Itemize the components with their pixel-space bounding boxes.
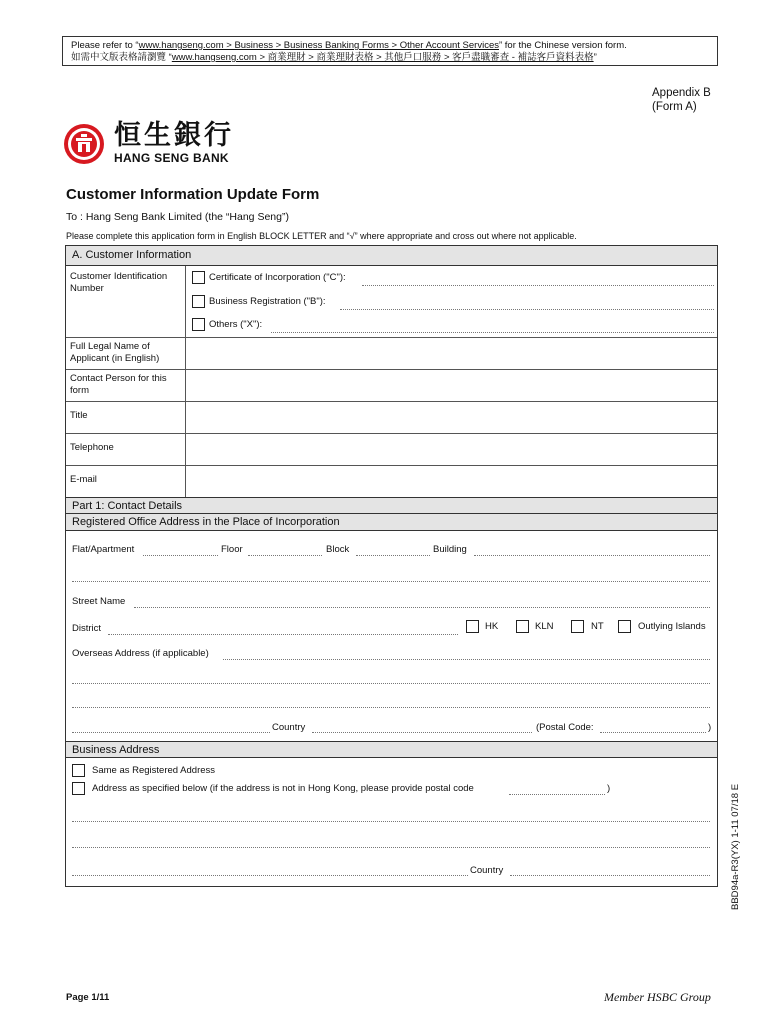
checkbox-others[interactable] xyxy=(192,318,205,331)
notice-line-chinese xyxy=(71,52,709,64)
logo-emblem-icon xyxy=(64,124,104,164)
customer-id-label: Customer Identification Number xyxy=(70,271,168,294)
overseas-address-line-4[interactable] xyxy=(72,732,270,733)
part-1-title: Part 1: Contact Details xyxy=(72,500,183,512)
business-registration-number-field[interactable] xyxy=(340,309,714,310)
contact-person-label: Contact Person for this form xyxy=(70,373,167,396)
business-address-title: Business Address xyxy=(72,744,160,756)
street-name-label: Street Name xyxy=(72,596,126,607)
contact-person-field[interactable] xyxy=(186,370,717,400)
bank-name-chinese: 恒生銀行 xyxy=(114,120,234,151)
district-kln-label: KLN xyxy=(535,621,554,632)
email-field[interactable] xyxy=(186,466,717,498)
district-hk-label: HK xyxy=(485,621,499,632)
hang-seng-logo-icon xyxy=(64,124,104,164)
district-label: District xyxy=(72,623,102,634)
option-others-label: Others ("X"): xyxy=(209,319,263,330)
building-field[interactable] xyxy=(474,555,710,556)
business-postal-code-field[interactable] xyxy=(509,794,605,795)
member-hsbc-group: Member HSBC Group xyxy=(604,990,711,1004)
section-a-header xyxy=(66,246,717,266)
postal-code-close: ) xyxy=(708,722,712,733)
full-legal-name-field[interactable] xyxy=(186,338,717,368)
telephone-label: Telephone xyxy=(70,442,114,453)
business-country-field[interactable] xyxy=(510,875,710,876)
floor-field[interactable] xyxy=(248,555,322,556)
registered-address-header xyxy=(66,514,717,531)
title-label: Title xyxy=(70,410,88,421)
district-nt-label: NT xyxy=(591,621,604,632)
notice-link-chinese[interactable]: www.hangseng.com > 商業理財 > 商業理財表格 > 其他戶口服務 > 客戶盡職審查 - 補誌客戶資料表格 xyxy=(171,52,594,63)
district-outlying-islands-label: Outlying Islands xyxy=(638,621,706,632)
form-title: Customer Information Update Form xyxy=(66,186,320,203)
email-label: E-mail xyxy=(70,474,97,485)
business-address-line-1[interactable] xyxy=(72,821,710,822)
checkbox-certificate-of-incorporation[interactable] xyxy=(192,271,205,284)
block-field[interactable] xyxy=(356,555,430,556)
business-address-line-2[interactable] xyxy=(72,847,710,848)
checkbox-district-outlying-islands[interactable] xyxy=(618,620,631,633)
district-field[interactable] xyxy=(108,634,458,635)
appendix-label xyxy=(652,86,711,114)
business-address-line-3[interactable] xyxy=(72,875,468,876)
bank-name-english: HANG SENG BANK xyxy=(114,151,229,165)
section-a-title: A. Customer Information xyxy=(72,249,192,261)
business-address-header xyxy=(66,741,717,758)
checkbox-district-nt[interactable] xyxy=(571,620,584,633)
flat-label: Flat/Apartment xyxy=(72,544,135,555)
certificate-number-field[interactable] xyxy=(362,285,714,286)
building-label: Building xyxy=(433,544,467,555)
overseas-address-field[interactable] xyxy=(223,659,710,660)
form-reference-code: BBD94a-R3(YX) 1-11 07/18 E xyxy=(730,783,741,910)
overseas-address-label: Overseas Address (if applicable) xyxy=(72,648,209,659)
checkbox-business-registration[interactable] xyxy=(192,295,205,308)
form-frame xyxy=(65,245,718,887)
option-business-registration-label: Business Registration ("B"): xyxy=(209,296,326,307)
notice-text: ” for the Chinese version form. xyxy=(498,40,627,51)
address-specified-label: Address as specified below (if the address is not in Hong Kong, please provide postal code xyxy=(92,783,474,794)
block-label: Block xyxy=(326,544,350,555)
title-field[interactable] xyxy=(186,402,717,432)
addressee-line: To : Hang Seng Bank Limited (the “Hang Seng”) xyxy=(66,211,289,223)
option-certificate-label: Certificate of Incorporation ("C"): xyxy=(209,272,346,283)
appendix-line: Appendix B xyxy=(652,87,711,99)
checkbox-address-specified[interactable] xyxy=(72,782,85,795)
street-name-field[interactable] xyxy=(134,607,710,608)
notice-text: ” xyxy=(593,52,597,63)
chinese-version-notice xyxy=(62,36,718,66)
completion-instruction: Please complete this application form in English BLOCK LETTER and “√” where appropriate and cross out where not applicable. xyxy=(66,231,577,241)
postal-code-field[interactable] xyxy=(600,732,706,733)
notice-text: Please refer to “ xyxy=(71,40,139,51)
notice-link-english[interactable]: www.hangseng.com > Business > Business Banking Forms > Other Account Services xyxy=(138,40,499,51)
page-number: Page 1/11 xyxy=(66,992,110,1003)
checkbox-same-as-registered[interactable] xyxy=(72,764,85,777)
flat-field[interactable] xyxy=(143,555,218,556)
country-field[interactable] xyxy=(312,732,532,733)
checkbox-district-hk[interactable] xyxy=(466,620,479,633)
registered-address-title: Registered Office Address in the Place of Incorporation xyxy=(72,516,340,528)
postal-code-label: (Postal Code: xyxy=(536,722,594,733)
same-as-registered-label: Same as Registered Address xyxy=(92,765,216,776)
address-line-field[interactable] xyxy=(72,581,710,582)
business-postal-code-close: ) xyxy=(607,783,611,794)
business-country-label: Country xyxy=(470,865,504,876)
full-legal-name-label: Full Legal Name of Applicant (in English) xyxy=(70,341,160,364)
notice-line-english xyxy=(71,40,709,52)
notice-text: 如需中文版表格請瀏覽 “ xyxy=(71,52,172,63)
appendix-form-line: (Form A) xyxy=(652,101,697,113)
overseas-address-line-3[interactable] xyxy=(72,707,710,708)
floor-label: Floor xyxy=(221,544,243,555)
others-number-field[interactable] xyxy=(271,332,714,333)
overseas-address-line-2[interactable] xyxy=(72,683,710,684)
checkbox-district-kln[interactable] xyxy=(516,620,529,633)
telephone-field[interactable] xyxy=(186,434,717,464)
part-1-header xyxy=(66,497,717,514)
country-label: Country xyxy=(272,722,306,733)
